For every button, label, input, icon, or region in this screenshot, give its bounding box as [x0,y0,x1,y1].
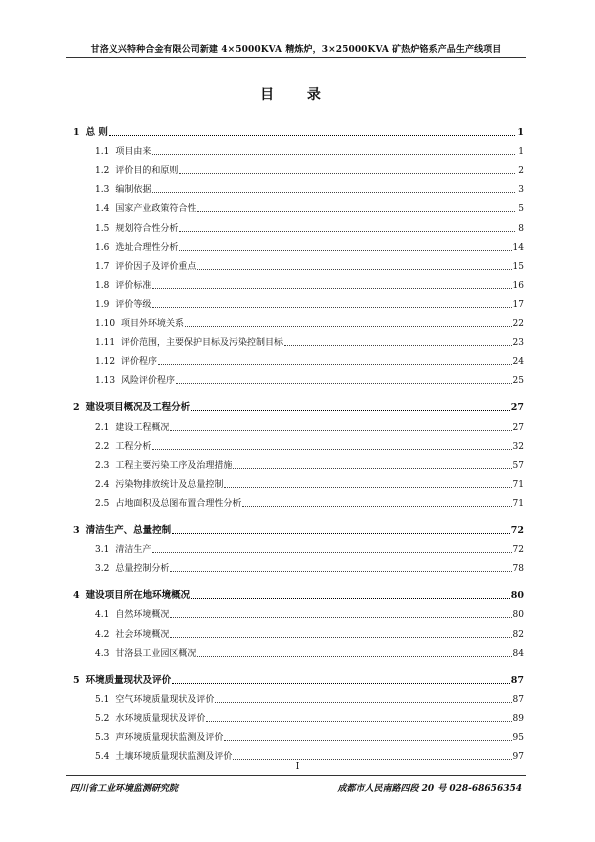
toc-entry-page: 22 [512,319,524,329]
toc-leader-dots [172,532,510,534]
toc-entry-page: 1 [517,127,524,138]
toc-entry-label: 空气环境质量现状及评价 [115,694,215,705]
toc-entry-label: 项目外环境关系 [121,319,185,329]
toc-entry-label: 风险评价程序 [121,376,176,387]
toc-leader-dots [176,382,511,384]
toc-entry-page: 78 [512,564,524,575]
toc-section-entry[interactable] [73,316,524,330]
toc-entry-number: 4 [73,590,80,602]
toc-entry-label: 土壤环境质量现状监测及评价 [115,752,233,763]
toc-leader-dots [215,701,511,703]
toc-section-entry[interactable] [73,477,524,491]
toc-chapter-entry[interactable] [73,125,524,139]
toc-leader-dots [152,191,515,193]
toc-entry-page: 3 [518,185,524,196]
toc-entry-label: 清洁生产、总量控制 [85,525,172,536]
toc-entry-number: 1.8 [95,280,110,291]
toc-leader-dots [224,486,511,488]
toc-section-entry[interactable] [73,730,524,744]
toc-entry-page: 5 [518,204,524,215]
toc-entry-label: 总量控制分析 [115,564,170,575]
toc-entry-page: 2 [518,166,524,177]
toc-chapter-entry[interactable] [73,588,524,602]
toc-leader-dots [242,505,511,507]
toc-entry-label: 环境质量现状及评价 [85,674,172,686]
toc-section-entry[interactable] [73,627,524,641]
toc-entry-number: 1.9 [95,299,110,310]
toc-chapter-entry[interactable] [73,673,524,687]
toc-section-entry[interactable] [73,354,524,368]
toc-entry-number: 1.7 [95,261,110,272]
toc-entry-page: 14 [512,242,524,253]
toc-section-entry[interactable] [73,711,524,725]
toc-entry-number: 5.4 [95,752,110,763]
toc-entry-number: 4.2 [95,629,110,640]
header-rule [66,57,526,58]
toc-entry-number: 2.2 [95,441,110,452]
toc-entry-label: 建设工程概况 [115,422,170,433]
toc-entry-number: 2.1 [95,422,110,433]
toc-entry-label: 评价等级 [115,299,152,310]
toc-section-entry[interactable] [73,373,524,387]
toc-leader-dots [172,682,510,684]
toc-title: 目 录 [260,87,335,103]
toc-entry-label: 社会环境概况 [115,629,170,640]
toc-entry-number: 3 [73,525,80,536]
toc-entry-label: 甘洛县工业园区概况 [115,648,197,659]
toc-chapter-entry[interactable] [73,523,524,537]
toc-section-entry[interactable] [73,420,524,434]
toc-entry-page: 95 [512,733,524,743]
footer-address: 成都市人民南路四段 20 号 028-68656354 [337,784,522,794]
toc-entry-label: 编制依据 [115,185,152,196]
toc-entry-number: 1.4 [95,204,110,215]
toc-leader-dots [109,134,515,136]
toc-entry-page: 97 [512,752,524,763]
toc-entry-number: 4.3 [95,648,110,659]
toc-section-entry[interactable] [73,646,524,660]
toc-section-entry[interactable] [73,278,524,292]
toc-entry-page: 27 [512,422,524,433]
toc-entry-page: 84 [512,648,524,659]
toc-section-entry[interactable] [73,607,524,621]
toc-leader-dots [170,570,511,572]
toc-leader-dots [284,344,511,346]
toc-leader-dots [158,363,511,365]
toc-leader-dots [152,287,511,289]
toc-entry-page: 15 [512,261,524,272]
toc-entry-page: 27 [510,402,524,414]
toc-entry-number: 2 [73,402,80,414]
toc-section-entry[interactable] [73,144,524,158]
toc-entry-label: 评价目的和原则 [115,166,179,177]
page-number: I [295,762,300,772]
toc-leader-dots [206,720,511,722]
toc-leader-dots [170,429,511,431]
toc-entry-label: 工程主要污染工序及治理措施 [115,460,233,471]
toc-entry-label: 规划符合性分析 [115,223,179,234]
toc-entry-page: 89 [512,713,524,724]
footer-organization: 四川省工业环境监测研究院 [70,784,179,794]
toc-entry-number: 1.12 [95,357,116,368]
toc-entry-page: 32 [512,441,524,452]
toc-leader-dots [170,636,511,638]
toc-entry-label: 污染物排放统计及总量控制 [115,479,224,490]
toc-entry-number: 3.2 [95,564,110,575]
toc-entry-label: 评价程序 [121,357,158,368]
toc-entry-page: 8 [518,223,524,234]
toc-entry-page: 82 [512,629,524,640]
toc-entry-number: 2.3 [95,460,110,471]
toc-section-entry[interactable] [73,297,524,311]
toc-entry-number: 1.6 [95,242,110,253]
toc-section-entry[interactable] [73,561,524,575]
toc-entry-label: 建设项目所在地环境概况 [85,590,191,602]
toc-entry-number: 2.4 [95,479,110,490]
toc-section-entry[interactable] [73,542,524,556]
toc-entry-label: 国家产业政策符合性 [115,204,197,215]
toc-chapter-entry[interactable] [73,400,524,414]
toc-entry-label: 占地面积及总图布置合理性分析 [115,498,242,509]
toc-entry-number: 5.3 [95,733,110,743]
toc-leader-dots [179,230,515,232]
toc-entry-label: 评价因子及评价重点 [115,261,197,272]
toc-leader-dots [152,306,511,308]
toc-section-entry[interactable] [73,221,524,235]
document-header: 甘洛义兴特种合金有限公司新建 4×5000KVA 精炼炉，3×25000KVA 矿热炉铬系产品生产线项目 [90,45,502,55]
toc-leader-dots [224,739,511,741]
toc-entry-number: 1.11 [95,338,116,349]
toc-section-entry[interactable] [73,749,524,763]
toc-entry-page: 24 [512,357,524,368]
toc-entry-number: 1.13 [95,376,116,387]
toc-leader-dots [152,551,511,553]
toc-entry-number: 5.2 [95,713,110,724]
toc-section-entry[interactable] [73,163,524,177]
toc-leader-dots [179,249,511,251]
toc-leader-dots [185,325,511,327]
toc-entry-number: 2.5 [95,498,110,509]
toc-entry-label: 水环境质量现状及评价 [115,713,206,724]
toc-entry-label: 建设项目概况及工程分析 [85,402,191,414]
toc-leader-dots [233,758,511,760]
toc-entry-label: 项目由来 [115,147,152,158]
toc-leader-dots [233,467,511,469]
toc-section-entry[interactable] [73,335,524,349]
toc-section-entry[interactable] [73,458,524,472]
toc-entry-page: 71 [512,498,524,509]
toc-entry-page: 57 [512,460,524,471]
toc-entry-number: 3.1 [95,545,110,556]
toc-section-entry[interactable] [73,496,524,510]
toc-entry-page: 80 [510,590,524,602]
toc-leader-dots [197,655,511,657]
toc-entry-label: 自然环境概况 [115,610,170,621]
toc-entry-page: 25 [512,376,524,387]
toc-entry-page: 1 [518,147,524,158]
toc-entry-number: 5 [73,674,80,686]
toc-section-entry[interactable] [73,692,524,706]
toc-leader-dots [197,268,511,270]
toc-section-entry[interactable] [73,240,524,254]
toc-section-entry[interactable] [73,201,524,215]
toc-entry-label: 声环境质量现状监测及评价 [115,733,224,743]
toc-entry-number: 1 [73,127,80,138]
toc-entry-label: 总 则 [85,127,108,138]
footer-rule [66,775,526,776]
toc-section-entry[interactable] [73,439,524,453]
toc-entry-label: 选址合理性分析 [115,242,179,253]
toc-section-entry[interactable] [73,259,524,273]
toc-entry-page: 23 [512,338,524,349]
toc-leader-dots [152,153,515,155]
toc-leader-dots [191,409,510,411]
toc-entry-label: 工程分析 [115,441,152,452]
toc-entry-label: 评价标准 [115,280,152,291]
toc-section-entry[interactable] [73,182,524,196]
toc-entry-page: 72 [512,545,524,556]
toc-entry-label: 评价范围，主要保护目标及污染控制目标 [121,338,284,349]
toc-entry-page: 16 [512,280,524,291]
toc-entry-page: 87 [510,674,524,686]
toc-entry-number: 5.1 [95,694,110,705]
toc-entry-page: 71 [512,479,524,490]
toc-entry-page: 80 [512,610,524,621]
toc-leader-dots [191,597,510,599]
toc-entry-number: 1.2 [95,166,110,177]
toc-entry-number: 1.5 [95,223,110,234]
toc-leader-dots [152,448,511,450]
toc-entry-number: 1.1 [95,147,110,158]
toc-leader-dots [197,210,515,212]
toc-entry-number: 1.10 [95,319,116,329]
toc-entry-page: 87 [512,694,524,705]
toc-entry-label: 清洁生产 [115,545,152,556]
toc-entry-page: 72 [510,525,524,536]
toc-entry-page: 17 [512,299,524,310]
toc-entry-number: 4.1 [95,610,110,621]
toc-leader-dots [179,172,515,174]
toc-leader-dots [170,616,511,618]
toc-entry-number: 1.3 [95,185,110,196]
